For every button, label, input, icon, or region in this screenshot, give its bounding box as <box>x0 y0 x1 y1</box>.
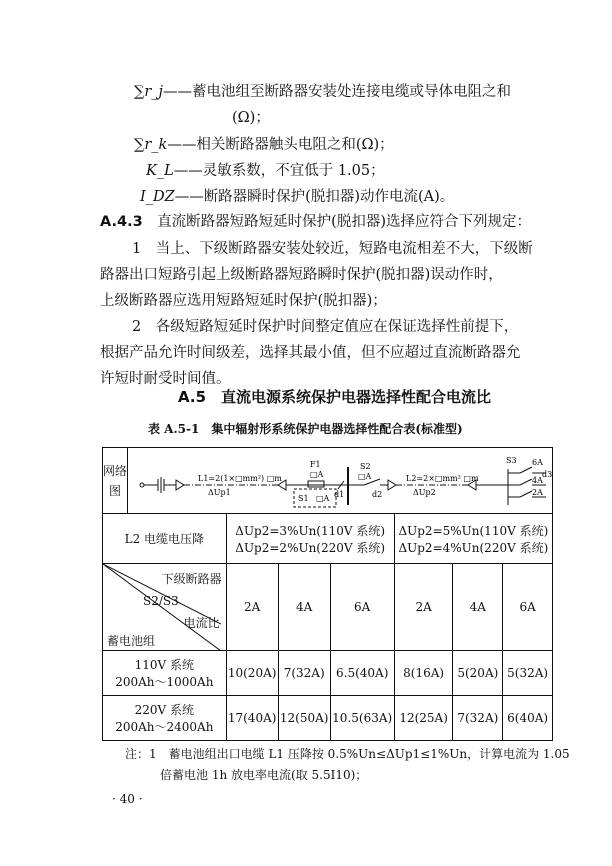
s2-rating: □A <box>358 471 372 481</box>
col-header: 4A <box>278 564 330 651</box>
para: 根据产品允许时间级差，选择其最小值，但不应超过直流断路器允 <box>100 345 521 361</box>
def-kl: K_L——灵敏系数，不宜低于 1.05； <box>146 163 385 179</box>
network-diagram <box>128 448 553 514</box>
f1-label: F1 <box>310 459 321 469</box>
table-row: 220V 系统 200Ah～2400Ah 17(40A) 12(50A) 10.5(63A) 12(25A) 7(32A) 6(40A) <box>103 696 553 741</box>
branch-4a: 4A <box>532 475 543 485</box>
diagonal-header: 下级断路器 S2/S3 电流比 蓄电池组 <box>103 564 227 651</box>
col-header: 2A <box>226 564 278 651</box>
l2-drop-b: ΔUp2=5%Un(110V 系统) ΔUp2=4%Un(220V 系统) <box>394 514 552 564</box>
def-rj: ∑r_j——蓄电池组至断路器安装处连接电缆或导体电阻之和 <box>134 84 512 100</box>
s1-rating: □A <box>316 493 330 503</box>
l2-drop-label: L2 电缆电压降 <box>103 514 227 564</box>
s3-label: S3 <box>506 455 517 465</box>
col-header: 6A <box>503 564 553 651</box>
section-heading: A.5 直流电源系统保护电器选择性配合电流比 <box>178 388 492 406</box>
note-1-cont: 倍蓄电池 1h 放电率电流(取 5.5I10)； <box>160 768 368 782</box>
def-rj-unit: (Ω)； <box>232 110 270 126</box>
def-rk: ∑r_k——相关断路器触头电阻之和(Ω)； <box>134 137 394 153</box>
para: 2 各级短路短延时保护时间整定值应在保证选择性前提下， <box>132 319 519 335</box>
col-header: 2A <box>394 564 453 651</box>
selectivity-table <box>102 447 553 741</box>
para: 上级断路器应选用短路短延时保护(脱扣器)； <box>100 293 387 309</box>
col-header: 6A <box>330 564 394 651</box>
l2-drop-a: ΔUp2=3%Un(110V 系统) ΔUp2=2%Un(220V 系统) <box>226 514 394 564</box>
note-1: 注：1 蓄电池组出口电缆 L1 压降按 0.5%Un≤ΔUp1≤1%Un，计算电流为 1.05 <box>125 747 570 761</box>
l1-label: L1=2(1×□mm²) □m <box>198 473 282 483</box>
f1-rating: □A <box>310 469 324 479</box>
table-caption: 表 A.5-1 集中辐射形系统保护电器选择性配合表(标准型) <box>148 422 463 436</box>
s2-label: S2 <box>360 461 371 471</box>
clause-a43: A.4.3 直流断路器短路短延时保护(脱扣器)选择应符合下列规定： <box>100 214 531 230</box>
branch-2a: 2A <box>532 487 543 497</box>
page-number: · 40 · <box>112 792 143 806</box>
def-idz: I_DZ——断路器瞬时保护(脱扣器)动作电流(A)。 <box>140 189 455 205</box>
d2-label: d2 <box>372 489 383 499</box>
diagram-label: 网络图 <box>103 448 128 514</box>
para: 1 当上、下级断路器安装处较近，短路电流相差不大，下级断 <box>132 241 533 257</box>
col-header: 4A <box>453 564 503 651</box>
s1-label: S1 <box>298 493 309 503</box>
du1-label: ΔUp1 <box>208 487 231 497</box>
d1-label: d1 <box>334 489 345 499</box>
branch-6a: 6A <box>532 457 543 467</box>
du2-label: ΔUp2 <box>413 487 436 497</box>
table-row: 110V 系统 200Ah～1000Ah 10(20A) 7(32A) 6.5(40A) 8(16A) 5(20A) 5(32A) <box>103 651 553 696</box>
para: 路器出口短路引起上级断路器短路瞬时保护(脱扣器)误动作时， <box>100 267 503 283</box>
l2-label: L2=2×□mm² □m <box>406 473 479 483</box>
para: 许短时耐受时间值。 <box>100 371 231 387</box>
d3-label: d3 <box>542 469 552 479</box>
